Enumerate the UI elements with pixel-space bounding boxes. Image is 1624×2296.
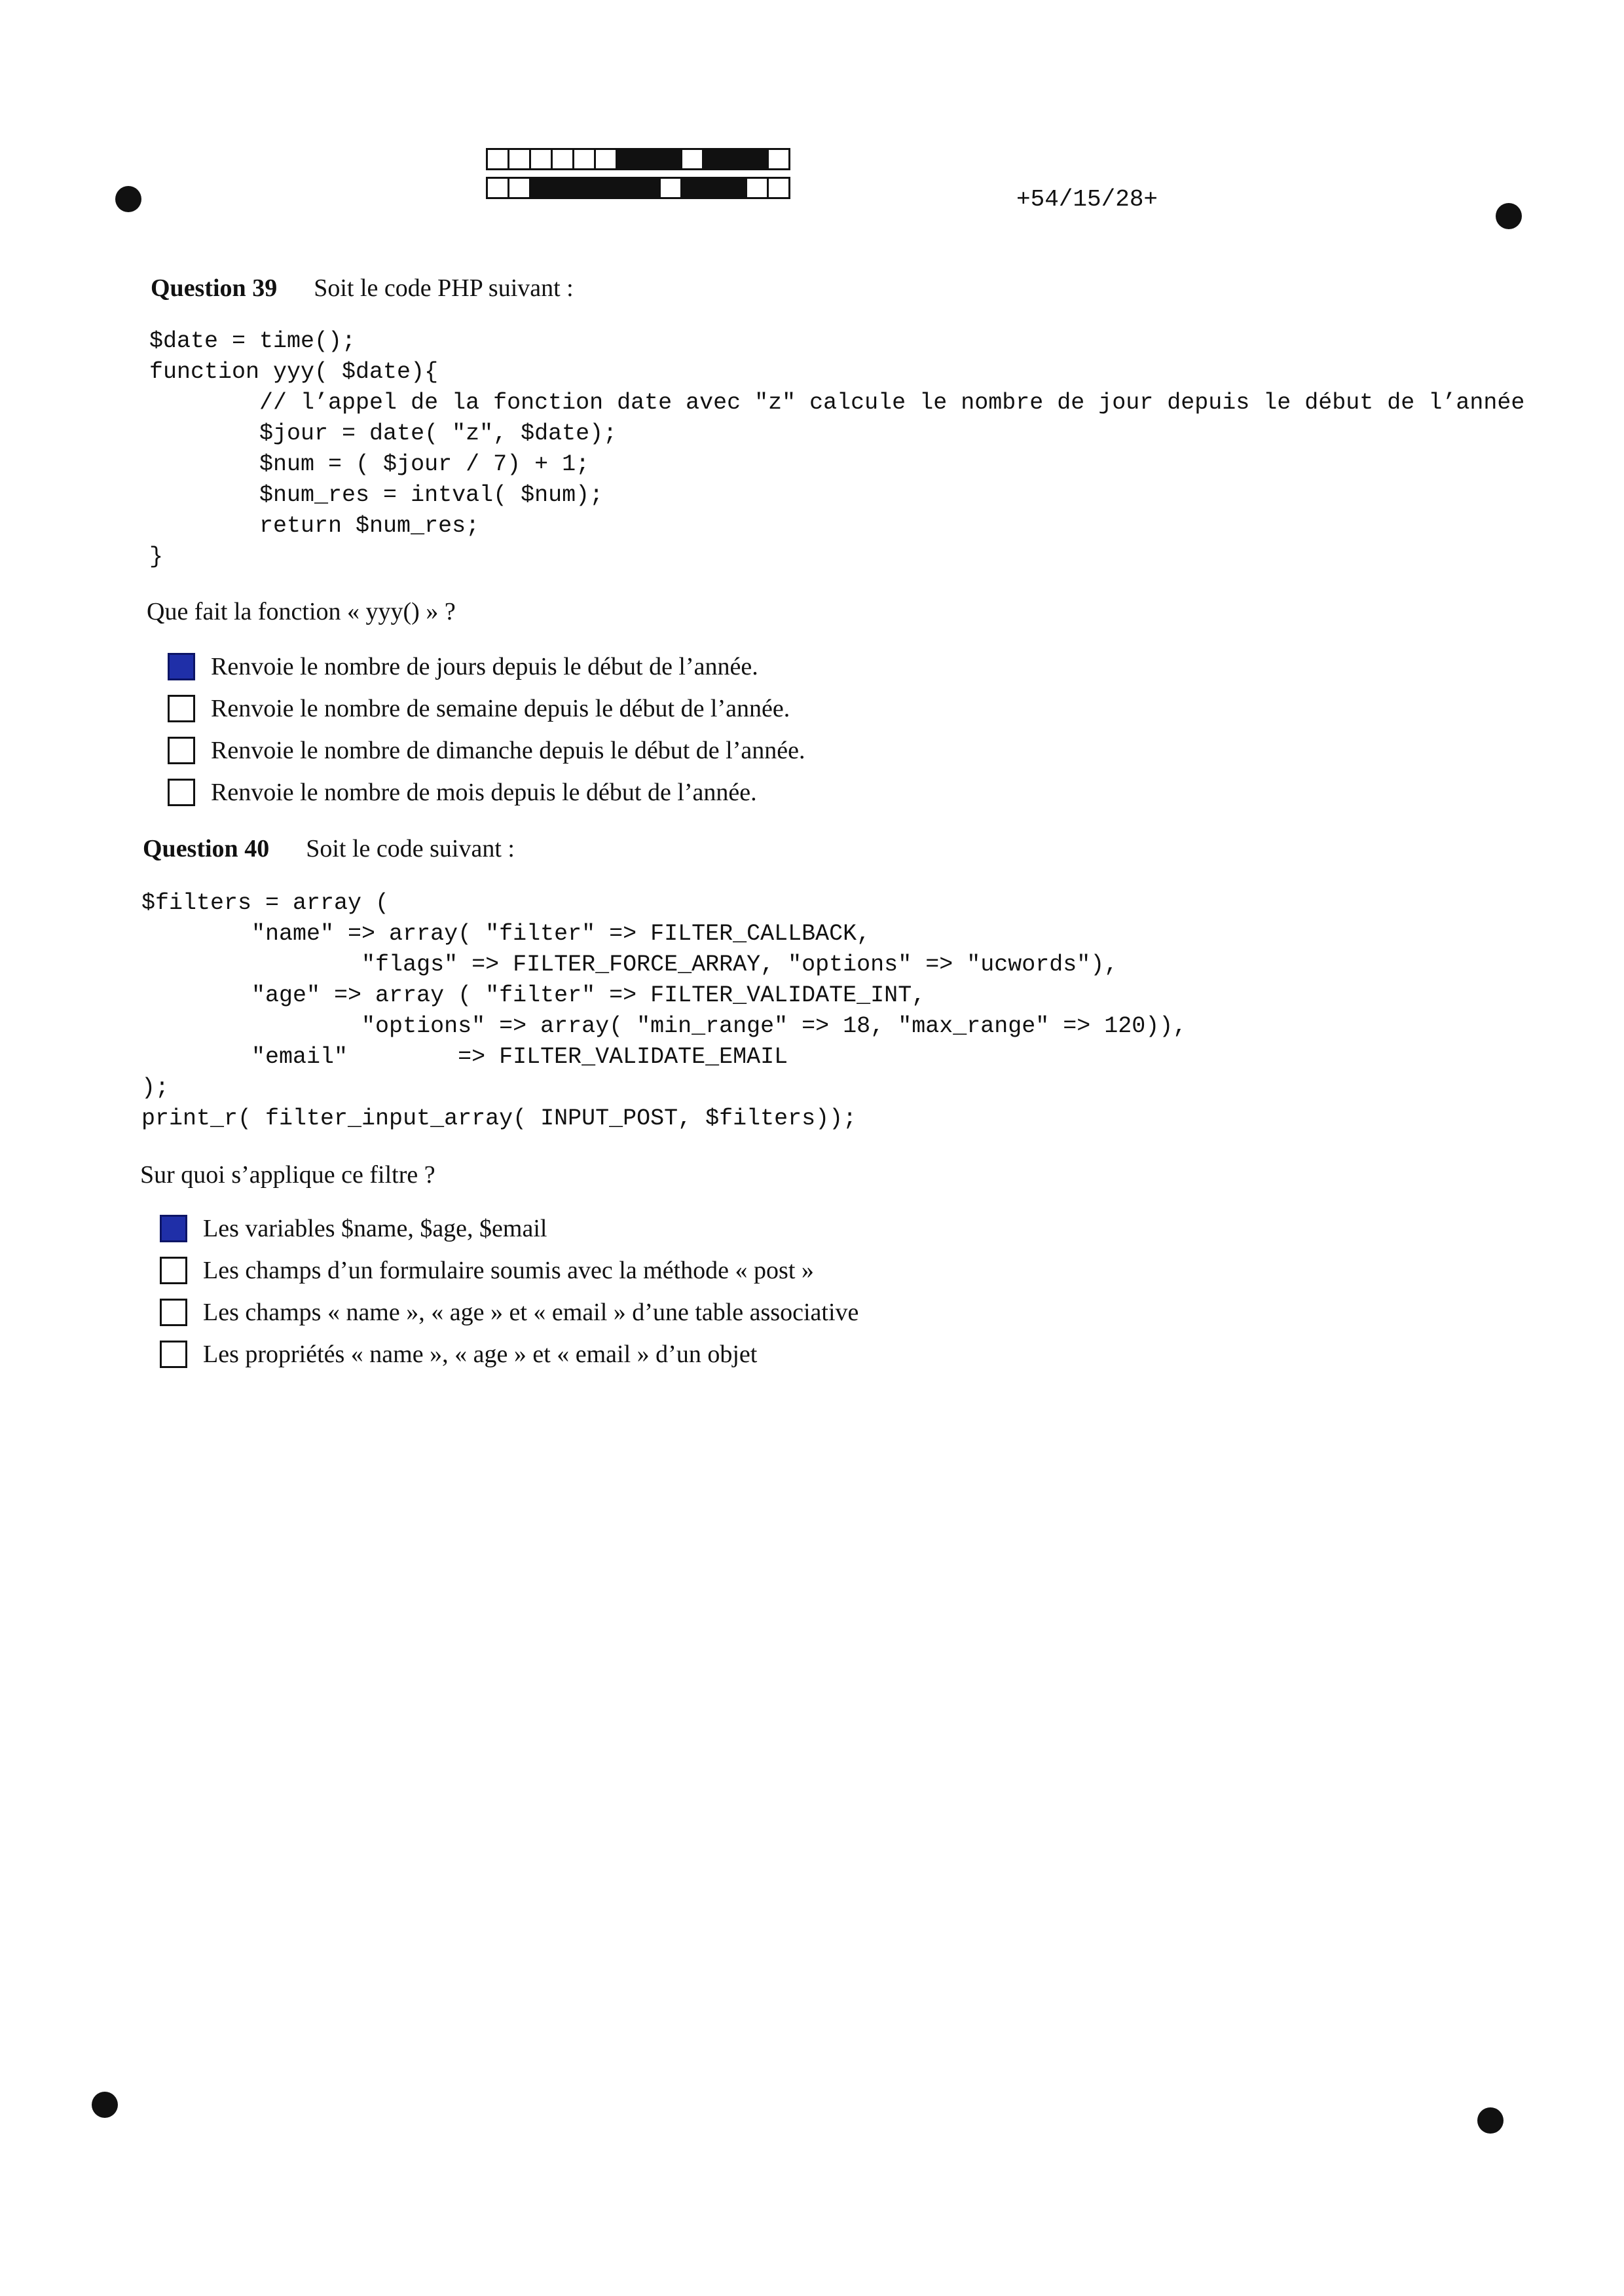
id-grid-cell: [551, 148, 574, 170]
id-grid-cell: [724, 177, 747, 199]
id-grid-cell: [594, 177, 618, 199]
student-id-grid: [486, 148, 788, 202]
id-grid-cell: [724, 148, 747, 170]
id-grid-cell: [572, 177, 596, 199]
question-text: Soit le code suivant :: [306, 835, 515, 862]
id-grid-cell: [767, 148, 790, 170]
question-40-header: [143, 834, 515, 863]
id-grid-cell: [529, 148, 553, 170]
answer-option[interactable]: [168, 688, 805, 730]
question-text: Soit le code PHP suivant :: [314, 274, 574, 302]
id-grid-cell: [680, 177, 704, 199]
registration-mark-bottom-left: [92, 2092, 118, 2118]
registration-mark-bottom-right: [1477, 2107, 1504, 2134]
question-39-code: $date = time(); function yyy( $date){ // l’appel de la fonction date avec "z" calcule le nombre de jour depuis le début de l’année $jour = date( "z", $date); $num = ( $jour / 7) + 1; $num_res = intval( $num); return $num_res; }: [149, 328, 1525, 570]
page-code: +54/15/28+: [1016, 186, 1158, 213]
answer-checkbox[interactable]: [160, 1257, 187, 1284]
question-label: Question 40: [143, 835, 270, 862]
answer-option[interactable]: [160, 1291, 858, 1333]
id-grid-row-2: [486, 177, 788, 202]
id-grid-cell: [745, 148, 769, 170]
answer-checkbox[interactable]: [160, 1215, 187, 1242]
question-40-options: [160, 1208, 858, 1375]
id-grid-cell: [486, 148, 509, 170]
answer-option[interactable]: [168, 730, 805, 771]
answer-option[interactable]: [160, 1250, 858, 1291]
answer-label: Les variables $name, $age, $email: [203, 1215, 547, 1242]
answer-checkbox[interactable]: [168, 695, 195, 722]
answer-label: Renvoie le nombre de semaine depuis le début de l’année.: [211, 695, 790, 722]
answer-checkbox[interactable]: [168, 737, 195, 764]
question-39-header: [151, 274, 574, 303]
id-grid-cell: [594, 148, 618, 170]
id-grid-cell: [486, 177, 509, 199]
answer-label: Renvoie le nombre de mois depuis le début de l’année.: [211, 779, 757, 806]
question-40-code: $filters = array ( "name" => array( "filter" => FILTER_CALLBACK, "flags" => FILTER_FORCE_ARRAY, "options" => "ucwords"), "age" => array ( "filter" => FILTER_VALIDATE_INT, "options" => array( "min_range" => 18, "max_range" => 120)), "email" => FILTER_VALIDATE_EMAIL ); print_r( filter_input_array( INPUT_POST, $filters));: [141, 890, 1187, 1132]
id-grid-cell: [637, 148, 661, 170]
answer-option[interactable]: [168, 646, 805, 688]
id-grid-cell: [702, 148, 726, 170]
answer-checkbox[interactable]: [160, 1341, 187, 1368]
answer-label: Les champs d’un formulaire soumis avec la méthode « post »: [203, 1257, 814, 1284]
answer-option[interactable]: [168, 771, 805, 813]
question-label: Question 39: [151, 274, 278, 302]
id-grid-cell: [745, 177, 769, 199]
id-grid-cell: [659, 148, 682, 170]
id-grid-cell: [767, 177, 790, 199]
question-39-prompt: Que fait la fonction « yyy() » ?: [147, 598, 456, 625]
answer-checkbox[interactable]: [160, 1299, 187, 1326]
id-grid-cell: [637, 177, 661, 199]
answer-option[interactable]: [160, 1208, 858, 1250]
registration-mark-top-right: [1496, 203, 1522, 229]
registration-mark-top-left: [115, 186, 141, 212]
id-grid-cell: [507, 148, 531, 170]
id-grid-cell: [507, 177, 531, 199]
id-grid-cell: [680, 148, 704, 170]
id-grid-cell: [529, 177, 553, 199]
id-grid-row-1: [486, 148, 788, 173]
answer-label: Les propriétés « name », « age » et « email » d’un objet: [203, 1341, 758, 1368]
id-grid-cell: [551, 177, 574, 199]
answer-label: Renvoie le nombre de dimanche depuis le début de l’année.: [211, 737, 805, 764]
id-grid-cell: [616, 148, 639, 170]
id-grid-cell: [572, 148, 596, 170]
answer-label: Renvoie le nombre de jours depuis le début de l’année.: [211, 653, 758, 680]
answer-option[interactable]: [160, 1333, 858, 1375]
answer-checkbox[interactable]: [168, 653, 195, 680]
id-grid-cell: [702, 177, 726, 199]
question-39-options: [168, 646, 805, 813]
answer-label: Les champs « name », « age » et « email » d’une table associative: [203, 1299, 859, 1326]
question-40-prompt: Sur quoi s’applique ce filtre ?: [140, 1161, 435, 1189]
answer-checkbox[interactable]: [168, 779, 195, 806]
id-grid-cell: [659, 177, 682, 199]
id-grid-cell: [616, 177, 639, 199]
